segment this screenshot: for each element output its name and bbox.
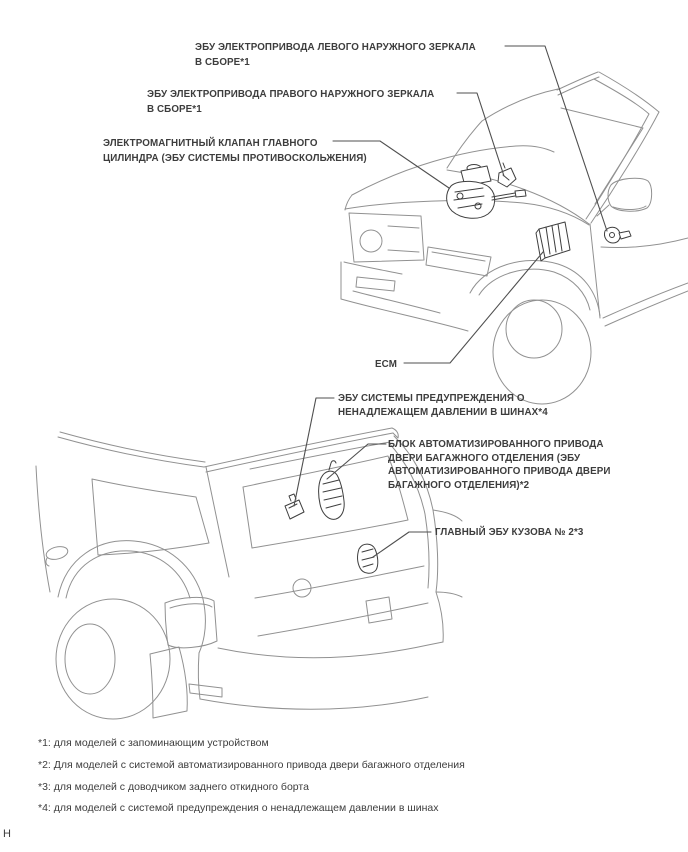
callout-text-line: ЦИЛИНДРА (ЭБУ СИСТЕМЫ ПРОТИВОСКОЛЬЖЕНИЯ) — [103, 153, 367, 164]
leader-right-mirror-ecu — [457, 93, 504, 176]
footnote-2: *2: Для моделей с системой автоматизированного привода двери багажного отделения — [38, 759, 465, 771]
footnote-3: *3: для моделей с доводчиком заднего откидного борта — [38, 781, 309, 793]
callout-power-back-door-unit — [388, 438, 611, 492]
left-mirror-ecu-drawing — [604, 227, 631, 243]
main-body-ecu-drawing — [358, 544, 378, 573]
callout-ecm — [375, 357, 397, 372]
callout-text-line: БАГАЖНОГО ОТДЕЛЕНИЯ)*2 — [388, 479, 530, 491]
callout-text-line: В СБОРЕ*1 — [147, 104, 202, 115]
footnote-1: *1: для моделей с запоминающим устройством — [38, 737, 269, 749]
power-back-door-unit-drawing — [319, 461, 345, 520]
callout-text-line: ЭБУ ЭЛЕКТРОПРИВОДА ПРАВОГО НАРУЖНОГО ЗЕРКАЛА — [147, 89, 435, 100]
callout-text-line: ECM — [375, 359, 398, 370]
tire-pressure-ecu-drawing — [285, 494, 304, 519]
callout-main-body-ecu — [435, 526, 583, 540]
front-vehicle-illustration — [341, 72, 688, 404]
callout-text-line: ЭБУ ЭЛЕКТРОПРИВОДА ЛЕВОГО НАРУЖНОГО ЗЕРКАЛА — [195, 42, 476, 53]
callout-left-mirror-ecu — [195, 40, 476, 70]
callout-text-line: ДВЕРИ БАГАЖНОГО ОТДЕЛЕНИЯ (ЭБУ — [388, 452, 581, 464]
callout-master-cylinder-solenoid — [103, 136, 367, 166]
footnote-4: *4: для моделей с системой предупреждения о ненадлежащем давлении в шинах — [38, 802, 439, 814]
callout-text-line: В СБОРЕ*1 — [195, 57, 250, 68]
callout-text-line: ГЛАВНЫЙ ЭБУ КУЗОВА № 2*3 — [435, 527, 584, 538]
leader-ecm — [404, 252, 543, 363]
callout-right-mirror-ecu — [147, 87, 434, 117]
ecm-drawing — [536, 222, 570, 261]
callout-text-line: ЭБУ СИСТЕМЫ ПРЕДУПРЕЖДЕНИЯ О — [338, 393, 525, 404]
callout-text-line: ЭЛЕКТРОМАГНИТНЫЙ КЛАПАН ГЛАВНОГО — [103, 138, 318, 149]
callout-text-line: НЕНАДЛЕЖАЩЕМ ДАВЛЕНИИ В ШИНАХ*4 — [338, 406, 548, 418]
page-marker: H — [3, 828, 11, 840]
master-cylinder-solenoid-drawing — [447, 165, 526, 219]
callout-text-line: БЛОК АВТОМАТИЗИРОВАННОГО ПРИВОДА — [388, 439, 604, 450]
callout-text-line: АВТОМАТИЗИРОВАННОГО ПРИВОДА ДВЕРИ — [388, 466, 611, 477]
callout-tire-pressure-ecu — [338, 392, 548, 419]
leader-main-body-ecu — [373, 532, 431, 557]
